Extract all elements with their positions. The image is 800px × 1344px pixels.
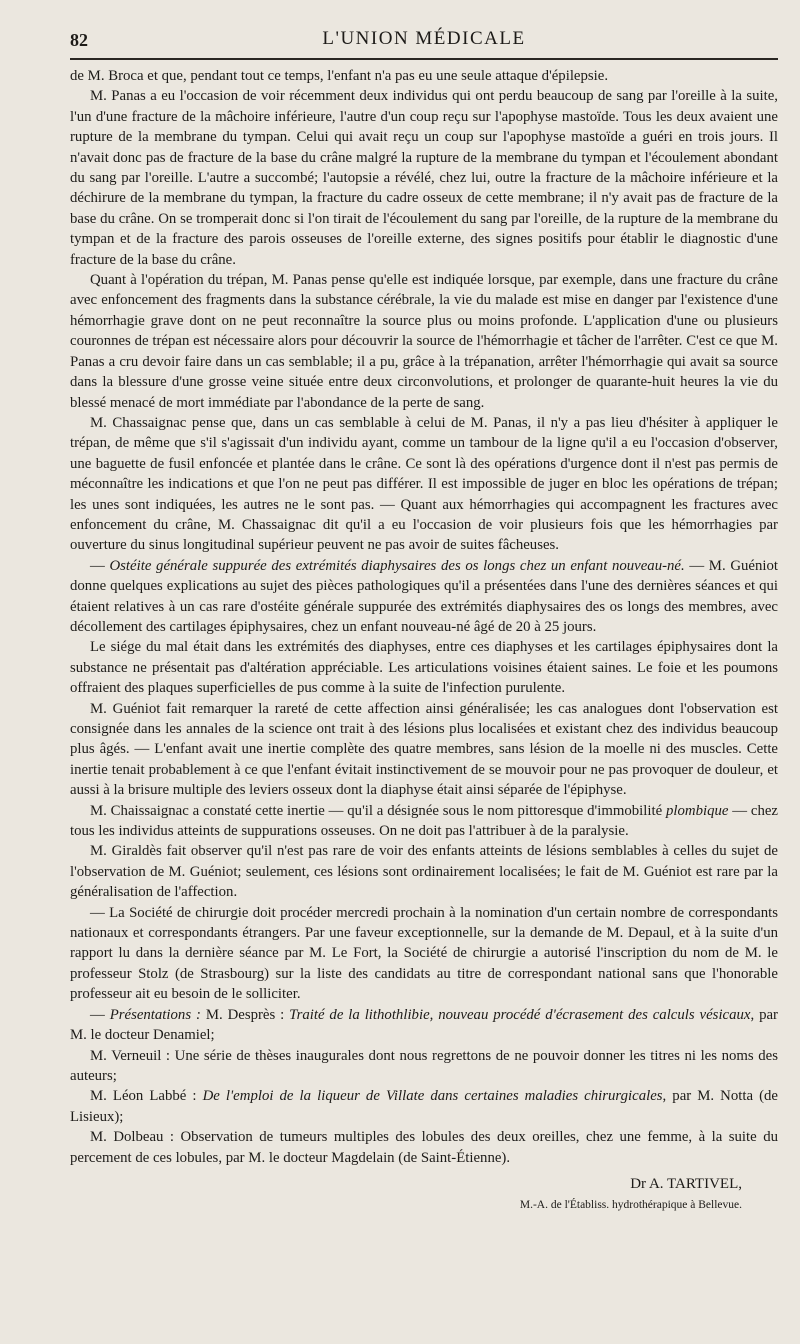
italic-term: plombique (665, 802, 729, 819)
paragraph: Le siége du mal était dans les extrémités des diaphyses, entre ces diaphyses et les cartilages épiphysaires dont la substance ne présentait pas d'altération appréciable. Les articulations voisines étaient saines. Le foie et les poumons offraient des plaques superficielles de pus comme à la suite de l'infection purulente. (70, 639, 778, 697)
paragraph: — La Société de chirurgie doit procéder mercredi prochain à la nomination d'un certain nombre de correspondants nationaux et correspondants étrangers. Par une faveur exceptionnelle, sur la demande de M. Depaul, et à la suite d'un rapport lu dans la dernière séance par M. Le Fort, la Société de chirurgie a autorisé l'inscription du nom de M. le professeur Stolz (de Strasbourg) sur la liste des candidats au titre de correspondant national sans que l'honorable professeur ait eu besoin de le solliciter. (70, 904, 778, 1003)
paragraph: M. Verneuil : Une série de thèses inaugurales dont nous regrettons de ne pouvoir donner les titres ni les noms des auteurs; (70, 1047, 778, 1084)
page-header (70, 28, 778, 60)
paragraph: de M. Broca et que, pendant tout ce temps, l'enfant n'a pas eu une seule attaque d'épilepsie. (70, 68, 609, 84)
book-title: De l'emploi de la liqueur de Villate dans certaines maladies chirurgicales (202, 1088, 663, 1105)
author-affiliation: M.-A. de l'Établiss. hydrothérapique à Bellevue. (519, 1198, 742, 1211)
paragraph: — Présentations : M. Desprès : Traité de la lithothlibie, nouveau procédé d'écrasement des calculs vésicaux, par M. le docteur Denamiel; (70, 1006, 778, 1044)
paragraph: Quant à l'opération du trépan, M. Panas pense qu'elle est indiquée lorsque, par exemple, dans une fracture du crâne avec enfoncement des fragments dans la substance cérébrale, la vie du malade est mise en danger par l'existence d'une hémorrhagie grave dont on ne peut reconnaître la source plus ou moins profonde. L'application d'une ou plusieurs couronnes de trépan est nécessaire alors pour découvrir la source de l'hémorrhagie et tâcher de l'arrêter. C'est ce que M. Panas a cru devoir faire dans un cas semblable; il a pu, grâce à la trépanation, arrêter l'hémorrhagie qui avait sa source dans la blessure d'une grosse veine située entre deux circonvolutions, et prolonger de quarante-huit heures la vie du blessé menacé de mort immédiate par l'abondance de la perte de sang. (70, 272, 778, 411)
paragraph: M. Panas a eu l'occasion de voir récemment deux individus qui ont perdu beaucoup de sang par l'oreille à la suite, l'un d'une fracture de la mâchoire inférieure, l'autre d'un coup reçu sur l'apophyse mastoïde. Tous les deux avaient une rupture de la membrane du tympan. Celui qui avait reçu un coup sur l'apophyse mastoïde a guéri en trois jours. Il n'avait donc pas de fracture de la base du crâne malgré la rupture de la membrane du tympan et l'écoulement abondant du sang par l'oreille. L'autre a succombé; l'autopsie a révélé, chez lui, outre la fracture de la mâchoire inférieure et la déchirure de la membrane du tympan, la fracture du cadre osseux de cette membrane; il n'y avait pas de fracture de la base du crâne. On se tromperait donc si l'on tirait de l'écoulement du sang par l'oreille, de la rupture de la membrane du tympan et de la fracture des parois osseuses de l'oreille externe, des signes positifs pour établir le diagnostic d'une fracture de la base du crâne. (70, 88, 778, 268)
author-name: Dr A. TARTIVEL, (630, 1175, 742, 1192)
paragraph: — Ostéite générale suppurée des extrémités diaphysaires des os longs chez un enfant nouveau-né. — M. Guéniot donne quelques explications au sujet des pièces pathologiques qu'il a présentées dans l'une des dernières séances et qui étaient relatives à un cas rare d'ostéite générale suppurée des extrémités diaphysaires des os longs des membres, avec décollement des cartilages épiphysaires, chez un enfant nouveau-né âgé de 20 à 25 jours. (70, 557, 778, 635)
paragraph: M. Chaissaignac a constaté cette inertie — qu'il a désignée sous le nom pittoresque d'immobilité plombique — chez tous les individus atteints de suppurations osseuses. On ne doit pas l'attribuer à de la paralysie. (70, 802, 778, 840)
paragraph: M. Chassaignac pense que, dans un cas semblable à celui de M. Panas, il n'y a pas lieu d'hésiter à appliquer le trépan, de même que s'il s'agissait d'un individu ayant, comme un tambour de la ligne qu'il a eu l'occasion d'observer, une baguette de fusil enfoncée et plantée dans le crâne. Ce sont là des opérations d'urgence dont il n'est pas permis de méconnaître les indications et que l'on ne peut pas différer. Il est impossible de juger en bloc les opérations de trépan; les unes sont indiquées, les autres ne le sont pas. — Quant aux hémorrhagies qui accompagnent les fractures avec enfoncement du crâne, M. Chassaignac dit qu'il a eu l'occasion de voir plusieurs fois que les hémorrhagies par ouverture du sinus longitudinal supérieur peuvent ne pas avoir de suites fâcheuses. (70, 414, 778, 554)
section-title: Ostéite générale suppurée des extrémités diaphysaires des os longs chez un enfant nouveau-né. (109, 557, 685, 574)
signature (70, 1176, 778, 1211)
book-title: Traité de la lithothlibie, nouveau procédé d'écrasement des calculs vésicaux (289, 1006, 751, 1023)
paragraph: M. Léon Labbé : De l'emploi de la liqueur de Villate dans certaines maladies chirurgicales, par M. Notta (de Lisieux); (70, 1088, 778, 1125)
running-title: L'UNION MÉDICALE (322, 28, 526, 49)
paragraph: M. Dolbeau : Observation de tumeurs multiples des lobules des deux oreilles, chez une femme, à la suite du percement de ces lobules, par M. le docteur Magdelain (de Saint-Étienne). (70, 1129, 778, 1166)
paragraph: M. Giraldès fait observer qu'il n'est pas rare de voir des enfants atteints de lésions semblables à celles du sujet de l'observation de M. Guéniot; seulement, ces lésions sont ordinairement localisées; le fait de M. Guéniot est rare par la généralisation de l'affection. (70, 843, 778, 901)
paragraph: M. Guéniot fait remarquer la rareté de cette affection ainsi généralisée; les cas analogues dont l'observation est consignée dans les annales de la science ont trait à des lésions plus localisées et existant chez des individus beaucoup plus âgés. — L'enfant avait une inertie complète des quatre membres, sans lésion de la moelle ni des muscles. Cette inertie tenait probablement à ce que l'enfant évitait instinctivement de se mouvoir pour ne pas provoquer de douleur, et aussi à la brisure multiple des leviers osseux dont la diaphyse était ainsi séparée de l'épiphyse. (70, 700, 778, 799)
section-title: Présentations : (109, 1006, 201, 1023)
article-body (70, 66, 778, 1168)
page-number: 82 (70, 30, 88, 50)
